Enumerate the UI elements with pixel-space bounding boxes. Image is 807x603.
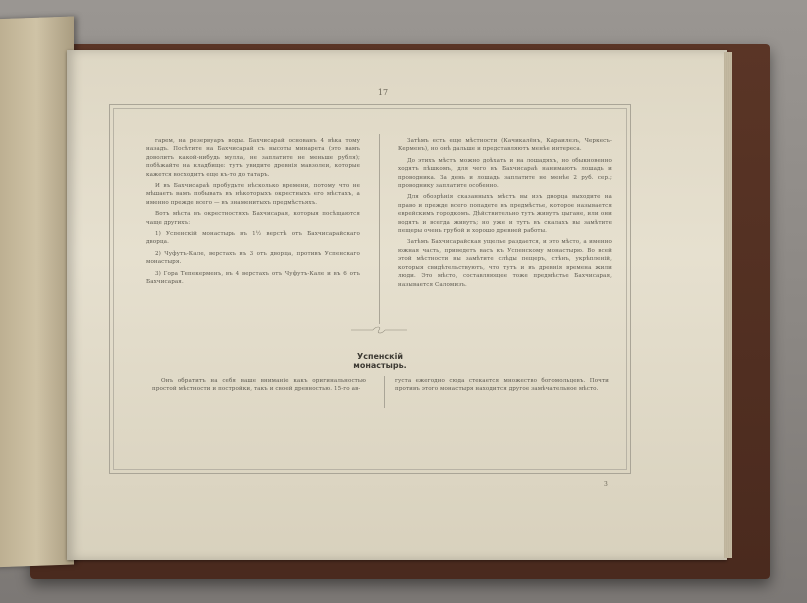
signature-mark: 3 xyxy=(604,481,608,488)
left-page-edge xyxy=(0,17,74,568)
paragraph: Онъ обратитъ на себя ваше вниманіе какъ оригинальностью простой мѣстности и постройки, такъ и своей древностью. 15-го ав- xyxy=(152,378,366,393)
bottom-left-text xyxy=(152,377,366,397)
paragraph: Затѣмъ есть еще мѣстности (Качикалёнъ, Караилезъ, Черкесъ-Керменъ), но онѣ дальше и представляютъ менѣе интереса. xyxy=(398,138,612,153)
column-divider xyxy=(379,134,380,324)
paragraph: гарем, на резервуаръ воды. Бахчисарай основанъ 4 вѣка тому назадъ. Посѣтите на Бахчисарай съ высоты минарета (это вамъ доволитъ какой-нибудь мулла, не заплатите не меньше рубля); побѣжайте на кладбище: тутъ увидите древнія мавзолеи, которые кажется восходитъ еще къ-то до татаръ. xyxy=(146,138,360,178)
paragraph: И въ Бахчисараѣ пробудьте нѣсколько времени, потому что не мѣшаетъ вамъ побывать въ нѣкоторыхъ окрестныхъ его мѣстахъ, а именно прежде всего — въ знаменитыхъ предмѣстьяхъ. xyxy=(146,183,360,206)
left-text-column xyxy=(146,137,360,290)
paragraph: 1) Успенскій монастырь въ 1½ верстѣ отъ Бахчисарайскаго дворца. xyxy=(146,231,360,246)
right-text-column xyxy=(398,137,612,292)
paragraph: Затѣмъ Бахчисарайская ущелье раздается, и это мѣсто, а именно южная часть, приведетъ васъ къ Успенскому монастырю. Во всей этой мѣстности вы замѣтите слѣды пещеръ, стѣнъ, укрѣпленій, которыя свидѣтельствуютъ, что тутъ и въ древнія времена жили люди. Это мѣсто, составляющее тоже предмѣстье Бахчисарая, называется Саломизъ. xyxy=(398,239,612,288)
paragraph: 2) Чуфутъ-Кале, верстахъ въ 3 отъ дворца, противъ Успенскаго монастыря. xyxy=(146,250,360,266)
page-number: 17 xyxy=(377,88,389,97)
paragraph: Для обозрѣнія сказанныхъ мѣстъ вы изъ дворца выходите на право и прежде всего попадете въ предмѣстье, которое называется еврейскимъ городкомъ. Дѣйствительно тутъ живутъ цыгане, или они водятъ и всегда живутъ; но уже и тутъ въ скалахъ вы замѣтите пещеры очень грубой и хорошо древней работы. xyxy=(398,194,612,235)
paragraph: густа ежегодно сюда стекается множество богомольцевъ. Почти противъ этого монастыря находится другое замѣчательное мѣсто. xyxy=(395,378,609,393)
bottom-column-divider xyxy=(384,376,385,408)
section-title: Успенскій монастырь. xyxy=(353,352,407,370)
page-stack-edge xyxy=(724,52,732,558)
paragraph: До этихъ мѣстъ можно доѣхать и на лошадяхъ, но обыкновенно ходятъ пѣшкомъ, для чего въ Бахчисараѣ нанимаютъ лошадь и проводника. За день и лошадь заплатите не менѣе 2 руб. сер.; проводнику заплатите особенно. xyxy=(398,157,612,190)
ornament-divider xyxy=(349,326,409,334)
paragraph: Вотъ мѣста въ окрестностяхъ Бахчисарая, которыя посѣщаются чаще другихъ: xyxy=(146,211,360,226)
bottom-right-text xyxy=(395,377,609,397)
paragraph: 3) Гора Тепекерменъ, въ 4 верстахъ отъ Чуфутъ-Кале и въ 6 отъ Бахчисарая. xyxy=(146,270,360,286)
